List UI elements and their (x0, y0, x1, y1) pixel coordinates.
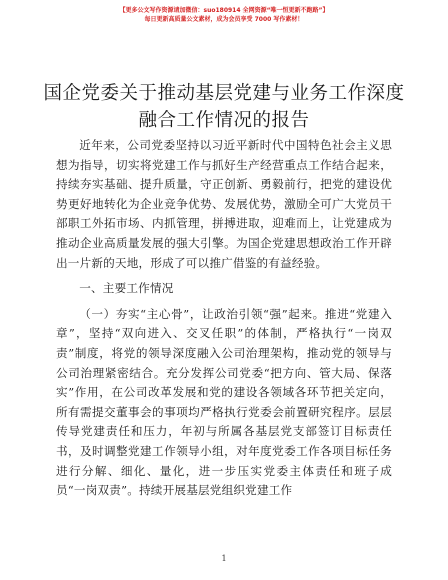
page-number: 1 (221, 554, 227, 563)
banner-line-1: 【更多公文写作资源请加微信：suo180914 全网资源“唯一恒更新不跑路”】 (119, 7, 329, 14)
subsection-paragraph: （一）夯实“主心骨”，让政治引领“强”起来。推进“党建入章”，坚持“双向进入、交叉任职”的体制，严格执行“一岗双责”制度，将党的领导深度融入公司治理架构，推动党的领导与公司治理紧密结合。充分发挥公司党委“把方向、管大局、保落实”作用，在公司改革发展和党的建设各领域各环节把关定向，所有需提交董事会的事项均严格执行党委会前置研究程序。层层传导党建责任和压力，年初与所属各基层党支部签订目标责任书，及时调整党建工作领导小组，对年度党委工作各项目标任务进行分解、细化、量化，进一步压实党委主体责任和班子成员“一岗双责”。持续开展基层党组织党建工作 (56, 306, 392, 498)
document-title: 国企党委关于推动基层党建与业务工作深度融合工作情况的报告 (43, 83, 405, 131)
banner-line-2: 每日更新高质量公文素材，成为会员享受 7000 写作素材！ (144, 16, 304, 23)
intro-paragraph: 近年来，公司党委坚持以习近平新时代中国特色社会主义思想为指导，切实将党建工作与抓好生产经营重点工作结合起来，持续夯实基础、提升质量，守正创新、勇毅前行，把党的建设优势更好地转化为企业竞争优势、发展优势，激励全可广大党员干部职工外拓市场、内抓管理，拼搏进取，迎难而上，让党建成为推动企业高质量发展的强大引擎。为国企党建思想政治工作开辟出一片新的天地，形成了可以推广借鉴的有益经验。 (56, 138, 392, 270)
section-heading: 一、主要工作情况 (79, 281, 174, 296)
header-banner (0, 6, 448, 24)
document-body (56, 136, 392, 501)
